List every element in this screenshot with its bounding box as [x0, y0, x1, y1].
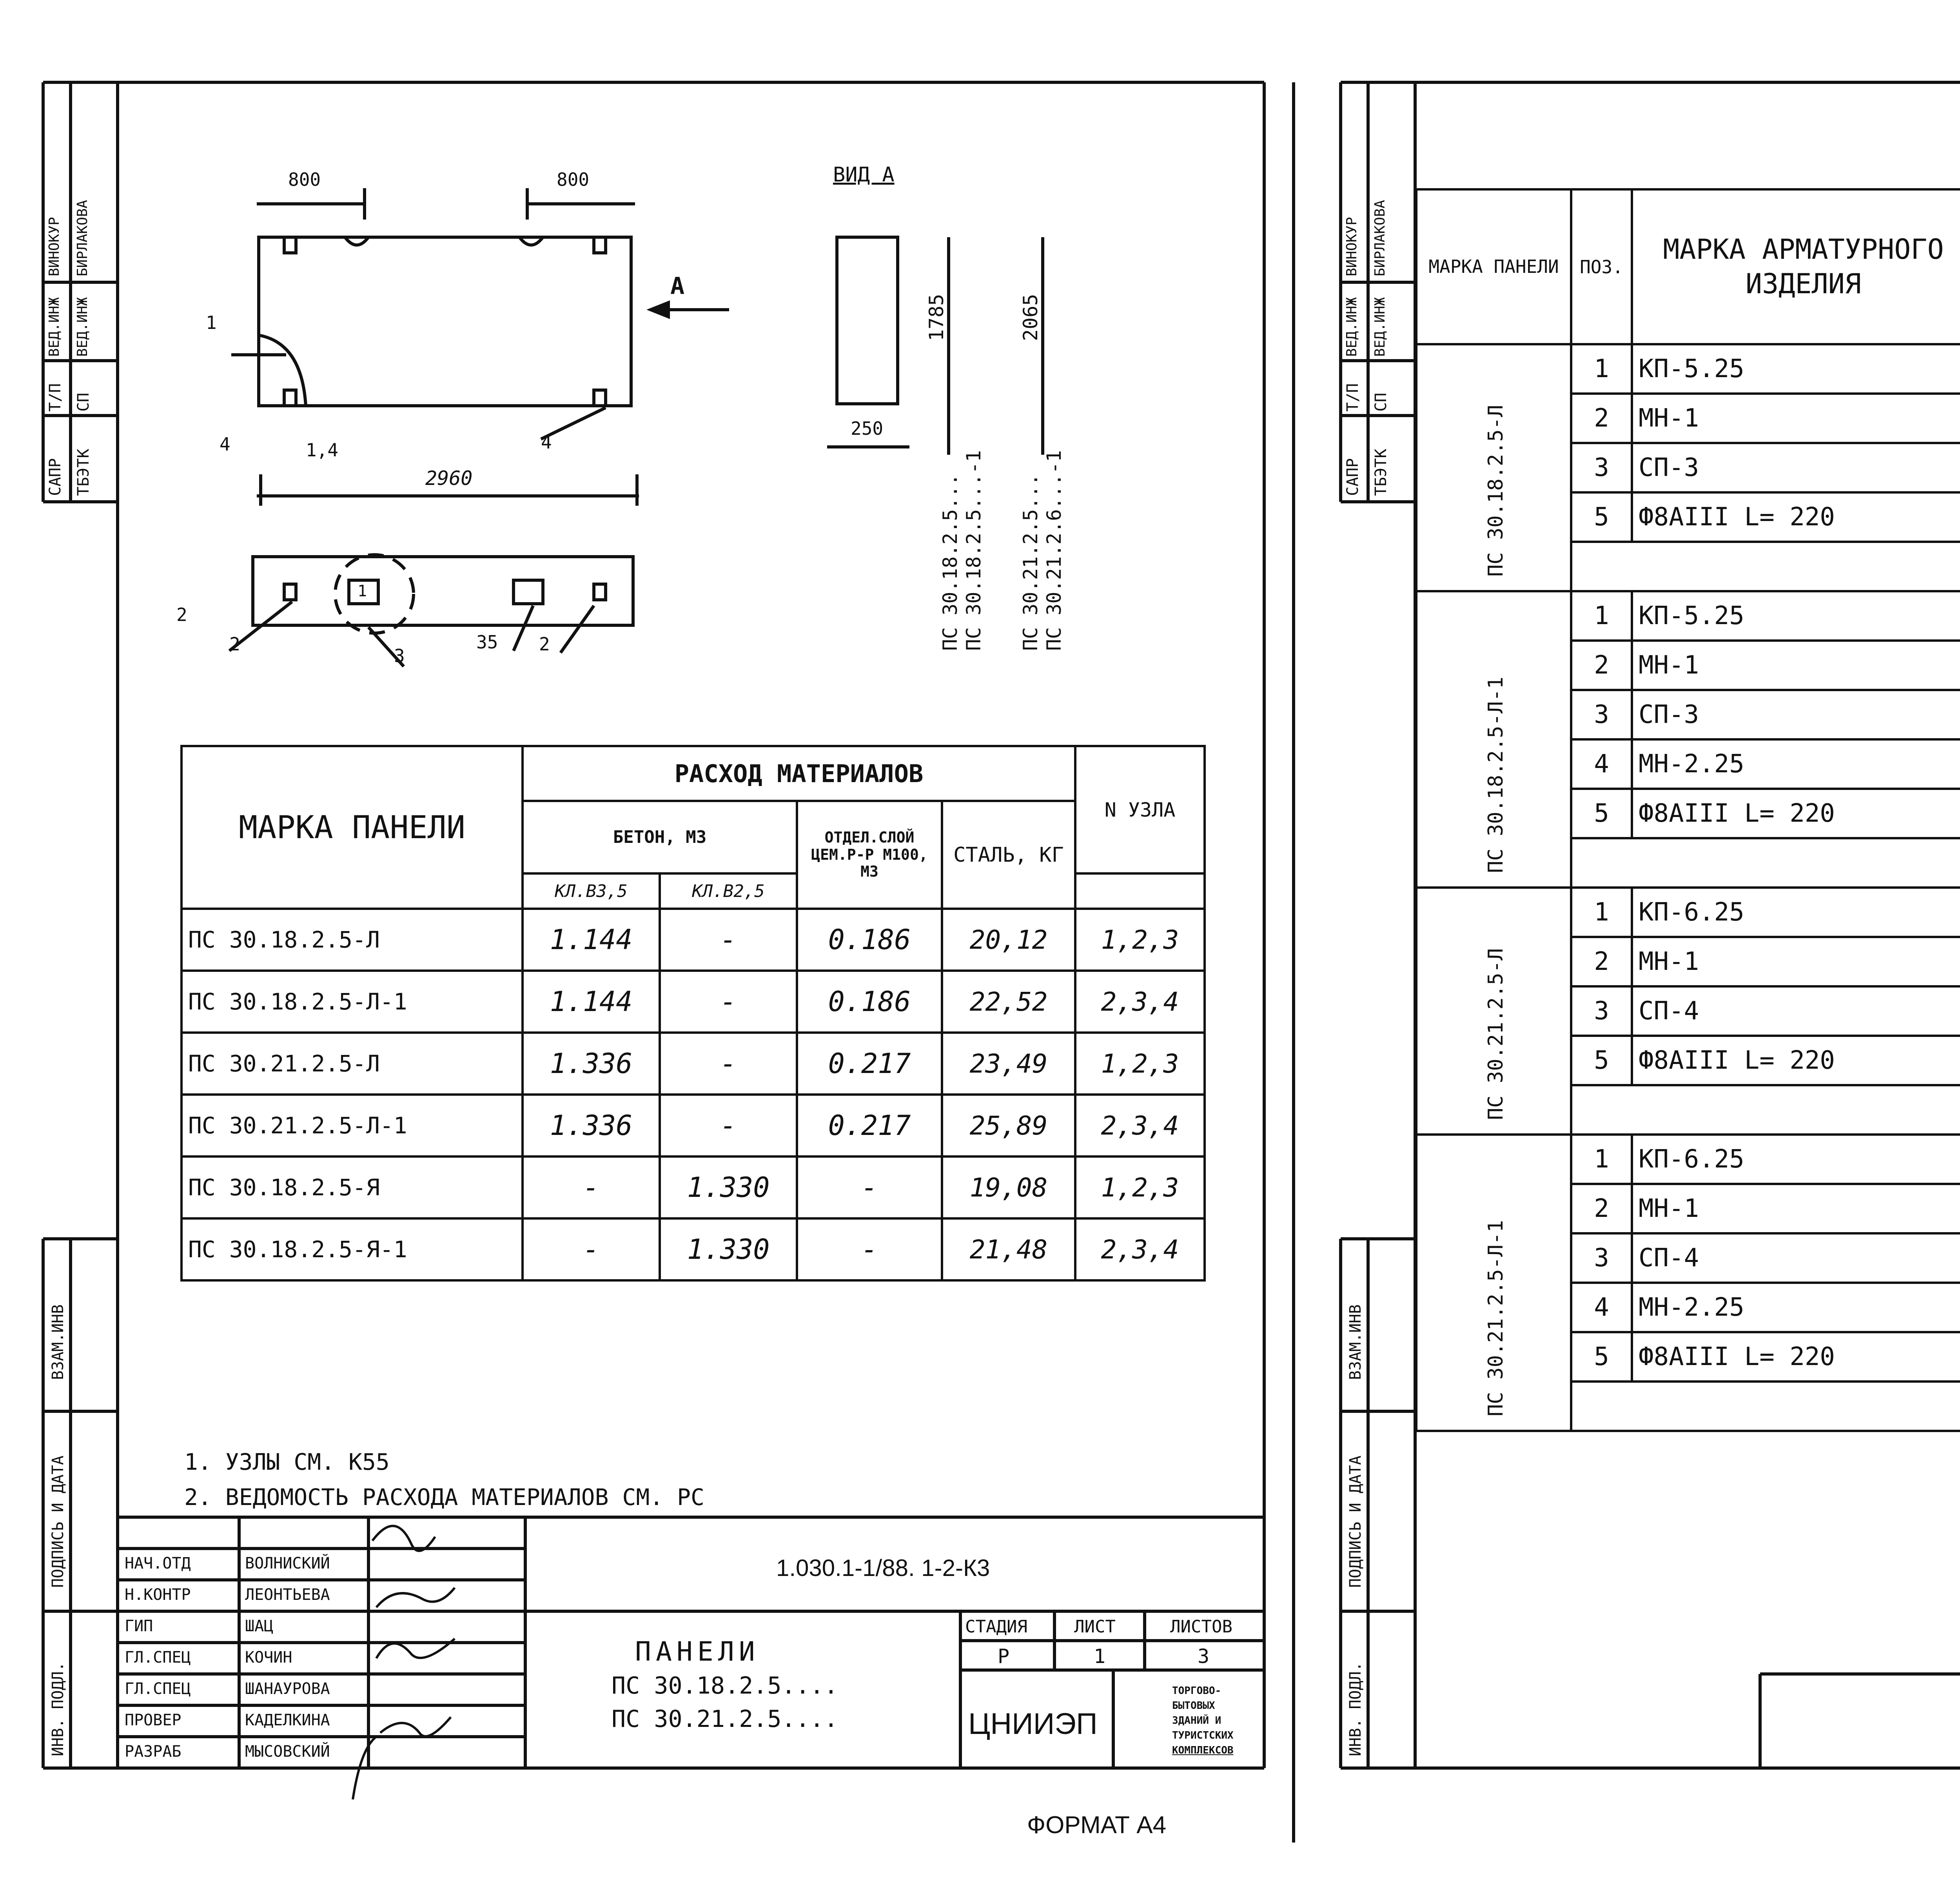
- role-label: ПРОВЕР: [125, 1711, 181, 1729]
- role-name: МЫСОВСКИЙ: [245, 1743, 330, 1761]
- panel-mark: ПС 30.18.2.5-Л: [1484, 405, 1508, 577]
- header-class-1: КЛ.В3,5: [523, 873, 660, 909]
- dimension-label: 800: [288, 169, 321, 190]
- position-cell: 1: [1571, 1135, 1632, 1184]
- position-cell: 2: [1571, 937, 1632, 986]
- mark-tag: 1: [358, 582, 367, 600]
- position-cell: 5: [1571, 1332, 1632, 1382]
- panel-mark-cell: [1416, 344, 1571, 591]
- doc-title: ПС 30.18.2.5....: [612, 1672, 838, 1699]
- position-cell: 3: [1571, 986, 1632, 1036]
- item-mark-cell: Ф8АIII L= 220: [1632, 1332, 1960, 1382]
- stamp-label: Т/П: [1344, 383, 1362, 412]
- role-label: ГЛ.СПЕЦ: [125, 1680, 191, 1698]
- position-cell: 3: [1571, 443, 1632, 492]
- steel-cell: 19,08: [942, 1156, 1075, 1218]
- item-mark-cell: МН-2.25: [1632, 1283, 1960, 1332]
- concrete-b25-cell: 1.330: [660, 1156, 797, 1218]
- table-row: [1416, 1135, 1960, 1184]
- panel-mark-cell: [1416, 591, 1571, 888]
- group-total: [1571, 542, 1960, 591]
- stamp-label: САПР: [1344, 458, 1362, 496]
- header-consumption: РАСХОД МАТЕРИАЛОВ: [523, 746, 1075, 801]
- stamp-label: ИНВ. ПОДЛ.: [49, 1662, 67, 1756]
- stamp-label: ПОДПИСЬ И ДАТА: [49, 1455, 67, 1588]
- stamp-label: ПОДПИСЬ И ДАТА: [1347, 1455, 1365, 1588]
- steel-cell: 25,89: [942, 1095, 1075, 1156]
- item-mark-cell: Ф8АIII L= 220: [1632, 492, 1960, 542]
- concrete-b25-cell: 1.330: [660, 1218, 797, 1280]
- item-mark-cell: МН-1: [1632, 394, 1960, 443]
- header-finish-layer: ОТДЕЛ.СЛОЙ ЦЕМ.Р-Р М100, М3: [797, 801, 942, 909]
- position-cell: 5: [1571, 789, 1632, 838]
- callout-label: 4: [220, 434, 230, 455]
- dimension-label: 800: [557, 169, 590, 190]
- panel-mark-cell: ПС 30.18.2.5-Л: [181, 909, 523, 971]
- paper-format: ФОРМАТ А4: [1027, 1812, 1167, 1839]
- stamp-label: ВИНОКУР: [1344, 217, 1360, 276]
- node-cell: 2,3,4: [1075, 1218, 1205, 1280]
- stamp-label: ТБЭТК: [74, 448, 93, 496]
- view-label: ВИД А: [833, 163, 895, 187]
- document-code: 1.030.1-1/88. 1-2-К3: [776, 1555, 990, 1581]
- node-cell: 2,3,4: [1075, 971, 1205, 1033]
- stamp-label: БИРЛАКОВА: [74, 200, 91, 276]
- steel-cell: 23,49: [942, 1033, 1075, 1095]
- position-cell: 4: [1571, 1283, 1632, 1332]
- organization: ЦНИИЭП: [968, 1707, 1098, 1741]
- panel-mark-cell: [1416, 1135, 1571, 1431]
- item-mark-cell: СП-4: [1632, 1233, 1960, 1283]
- concrete-b25-cell: -: [660, 1033, 797, 1095]
- concrete-b25-cell: -: [660, 909, 797, 971]
- stamp-label: САПР: [46, 458, 64, 496]
- position-cell: 2: [1571, 394, 1632, 443]
- item-mark-cell: МН-1: [1632, 937, 1960, 986]
- stamp-label: ВИНОКУР: [46, 217, 62, 276]
- panel-variant-label: ПС 30.21.2.6...-1: [1043, 450, 1065, 651]
- panel-variant-label: ПС 30.21.2.5...: [1019, 474, 1042, 651]
- dimension-label: 2065: [1019, 294, 1042, 341]
- node-cell: 1,2,3: [1075, 1156, 1205, 1218]
- position-cell: 1: [1571, 888, 1632, 937]
- stamp-label: ВЕД.ИНЖ: [1372, 297, 1388, 357]
- header-panel-mark: МАРКА ПАНЕЛИ: [1416, 189, 1571, 344]
- panel-mark-cell: ПС 30.21.2.5-Л-1: [181, 1095, 523, 1156]
- node-cell: 1,2,3: [1075, 909, 1205, 971]
- panel-mark: ПС 30.21.2.5-Л-1: [1484, 1220, 1508, 1416]
- group-total: [1571, 1085, 1960, 1135]
- panel-variant-label: ПС 30.18.2.5...: [939, 474, 962, 651]
- header-mark: МАРКА ПАНЕЛИ: [181, 746, 523, 909]
- header-concrete: БЕТОН, М3: [523, 801, 797, 873]
- callout-label: 2: [229, 634, 240, 655]
- table-row: [181, 1156, 1205, 1218]
- concrete-b25-cell: -: [660, 1095, 797, 1156]
- stamp-label: БИРЛАКОВА: [1372, 200, 1388, 276]
- position-cell: 1: [1571, 344, 1632, 394]
- sheet-header: ЛИСТ: [1074, 1617, 1116, 1637]
- node-cell: 1,2,3: [1075, 1033, 1205, 1095]
- position-cell: 2: [1571, 641, 1632, 690]
- callout-label: 3: [394, 645, 405, 666]
- position-cell: 3: [1571, 690, 1632, 739]
- panel-mark-cell: ПС 30.18.2.5-Я-1: [181, 1218, 523, 1280]
- steel-cell: 20,12: [942, 909, 1075, 971]
- item-mark-cell: КП-5.25: [1632, 591, 1960, 641]
- role-name: ШАЦ: [245, 1617, 274, 1635]
- table-row: [1416, 591, 1960, 641]
- steel-cell: 22,52: [942, 971, 1075, 1033]
- dimension-label: 2960: [425, 467, 473, 490]
- concrete-b35-cell: 1.144: [523, 909, 660, 971]
- panel-mark: ПС 30.21.2.5-Л: [1484, 948, 1508, 1120]
- stamp-label: ВЗАМ.ИНВ: [1347, 1304, 1365, 1380]
- header-position: ПОЗ.: [1571, 189, 1632, 344]
- item-mark-cell: Ф8АIII L= 220: [1632, 1036, 1960, 1085]
- concrete-b35-cell: -: [523, 1218, 660, 1280]
- role-name: ЛЕОНТЬЕВА: [245, 1586, 330, 1604]
- stamp-label: ВЕД.ИНЖ: [46, 297, 62, 357]
- note-line: 2. ВЕДОМОСТЬ РАСХОДА МАТЕРИАЛОВ СМ. РС: [184, 1484, 704, 1510]
- item-mark-cell: КП-6.25: [1632, 1135, 1960, 1184]
- position-cell: 5: [1571, 1036, 1632, 1085]
- panel-mark-cell: ПС 30.18.2.5-Я: [181, 1156, 523, 1218]
- callout-label: 2: [539, 634, 550, 655]
- doc-title: ПАНЕЛИ: [635, 1636, 760, 1667]
- finish-layer-cell: 0.186: [797, 971, 942, 1033]
- materials-table: [180, 745, 1206, 1282]
- item-mark-cell: Ф8АIII L= 220: [1632, 789, 1960, 838]
- role-label: ГИП: [125, 1617, 153, 1635]
- position-cell: 3: [1571, 1233, 1632, 1283]
- header-node-sub: [1075, 873, 1205, 909]
- concrete-b35-cell: 1.144: [523, 971, 660, 1033]
- role-label: НАЧ.ОТД: [125, 1554, 191, 1572]
- sheets-header: ЛИСТОВ: [1170, 1617, 1232, 1637]
- panel-mark-cell: ПС 30.21.2.5-Л: [181, 1033, 523, 1095]
- item-mark-cell: МН-1: [1632, 641, 1960, 690]
- panel-mark: ПС 30.18.2.5-Л-1: [1484, 677, 1508, 873]
- stamp-label: ВЗАМ.ИНВ: [49, 1304, 67, 1380]
- header-item-mark: МАРКА АРМАТУРНОГО ИЗДЕЛИЯ: [1632, 189, 1960, 344]
- stage-header: СТАДИЯ: [965, 1617, 1027, 1637]
- role-name: КОЧИН: [245, 1648, 292, 1667]
- header-steel: СТАЛЬ, КГ: [942, 801, 1075, 909]
- callout-label: 2: [176, 604, 187, 625]
- callout-label: 1,4: [306, 439, 339, 461]
- item-mark-cell: СП-3: [1632, 443, 1960, 492]
- finish-layer-cell: 0.217: [797, 1033, 942, 1095]
- stamp-label: ТБЭТК: [1372, 448, 1390, 496]
- table-row: [181, 1095, 1205, 1156]
- group-total: [1571, 1382, 1960, 1431]
- finish-layer-cell: 0.186: [797, 909, 942, 971]
- concrete-b35-cell: 1.336: [523, 1095, 660, 1156]
- doc-title: ПС 30.21.2.5....: [612, 1705, 838, 1733]
- steel-cell: 21,48: [942, 1218, 1075, 1280]
- position-cell: 5: [1571, 492, 1632, 542]
- table-row: [181, 1218, 1205, 1280]
- stamp-label: ВЕД.ИНЖ: [1344, 297, 1360, 357]
- node-cell: 2,3,4: [1075, 1095, 1205, 1156]
- table-row: [181, 909, 1205, 971]
- concrete-b35-cell: -: [523, 1156, 660, 1218]
- stamp-label: СП: [1372, 392, 1390, 412]
- group-total: [1571, 838, 1960, 888]
- reinforcement-table: [1415, 188, 1960, 1432]
- sheet-value: 1: [1094, 1645, 1106, 1668]
- position-cell: 4: [1571, 739, 1632, 789]
- view-arrow-label: А: [670, 272, 685, 300]
- panel-mark-cell: ПС 30.18.2.5-Л-1: [181, 971, 523, 1033]
- role-label: РАЗРАБ: [125, 1743, 181, 1761]
- callout-label: 35: [476, 632, 498, 653]
- position-cell: 2: [1571, 1184, 1632, 1233]
- role-name: КАДЕЛКИНА: [245, 1711, 330, 1729]
- callout-label: 4: [541, 432, 552, 453]
- role-label: ГЛ.СПЕЦ: [125, 1648, 191, 1667]
- item-mark-cell: СП-3: [1632, 690, 1960, 739]
- panel-mark-cell: [1416, 888, 1571, 1135]
- table-row: [1416, 888, 1960, 937]
- role-label: Н.КОНТР: [125, 1586, 191, 1604]
- panel-variant-label: ПС 30.18.2.5...-1: [962, 450, 985, 651]
- position-cell: 1: [1571, 591, 1632, 641]
- dimension-label: 250: [851, 418, 884, 439]
- note-line: 1. УЗЛЫ СМ. К55: [184, 1449, 390, 1475]
- header-class-2: КЛ.В2,5: [660, 873, 797, 909]
- finish-layer-cell: -: [797, 1218, 942, 1280]
- stamp-label: СП: [74, 392, 93, 412]
- finish-layer-cell: 0.217: [797, 1095, 942, 1156]
- item-mark-cell: КП-5.25: [1632, 344, 1960, 394]
- table-row: [181, 1033, 1205, 1095]
- finish-layer-cell: -: [797, 1156, 942, 1218]
- concrete-b35-cell: 1.336: [523, 1033, 660, 1095]
- table-row: [181, 971, 1205, 1033]
- stamp-label: ИНВ. ПОДЛ.: [1347, 1662, 1365, 1756]
- callout-label: 1: [206, 312, 217, 333]
- dimension-label: 1785: [925, 294, 948, 341]
- item-mark-cell: МН-1: [1632, 1184, 1960, 1233]
- concrete-b25-cell: -: [660, 971, 797, 1033]
- stage-value: Р: [998, 1645, 1010, 1668]
- item-mark-cell: КП-6.25: [1632, 888, 1960, 937]
- role-name: ВОЛНИСКИЙ: [245, 1554, 330, 1572]
- sheets-value: 3: [1198, 1645, 1210, 1668]
- header-node-number: N УЗЛА: [1075, 746, 1205, 873]
- stamp-label: Т/П: [46, 383, 64, 412]
- table-row: [1416, 344, 1960, 394]
- stamp-label: ВЕД.ИНЖ: [74, 297, 91, 357]
- item-mark-cell: МН-2.25: [1632, 739, 1960, 789]
- item-mark-cell: СП-4: [1632, 986, 1960, 1036]
- role-name: ШАНАУРОВА: [245, 1680, 330, 1698]
